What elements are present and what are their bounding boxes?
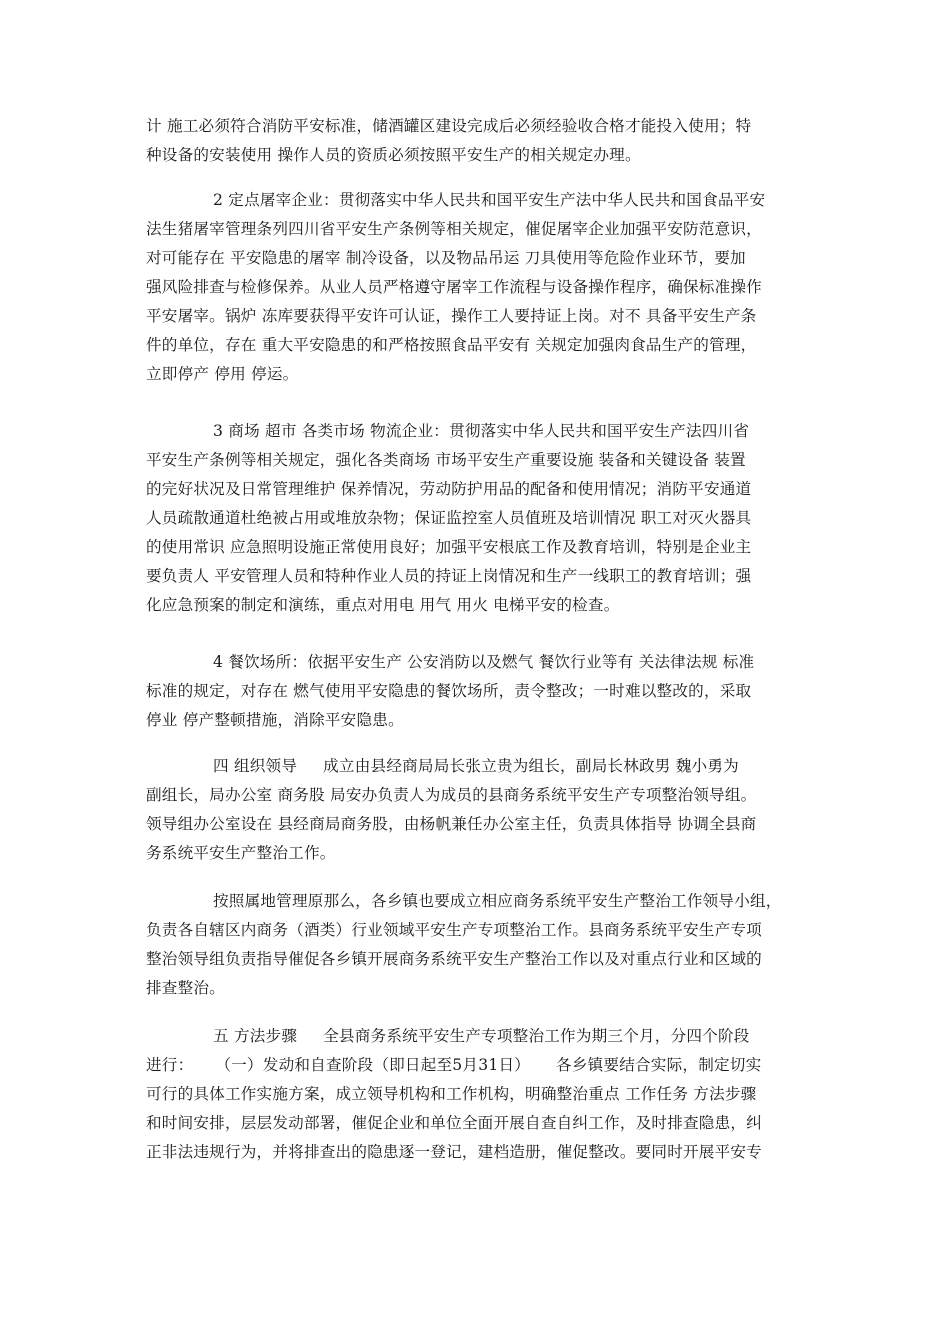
text-line: 3 商场 超市 各类市场 物流企业：贯彻落实中华人民共和国平安生产法四川省 bbox=[213, 422, 750, 440]
text-line: 负责各自辖区内商务（酒类）行业领域平安生产专项整治工作。县商务系统平安生产专项 bbox=[146, 921, 762, 939]
text-line: 人员疏散通道杜绝被占用或堆放杂物；保证监控室人员值班及培训情况 职工对灭火器具 bbox=[146, 509, 752, 527]
text-line: 件的单位，存在 重大平安隐患的和严格按照食品平安有 关规定加强肉食品生产的管理， bbox=[146, 336, 757, 354]
text-line: 化应急预案的制定和演练，重点对用电 用气 用火 电梯平安的检查。 bbox=[146, 596, 620, 614]
text-line: 整治领导组负责指导催促各乡镇开展商务系统平安生产整治工作以及对重点行业和区域的 bbox=[146, 950, 762, 968]
text-line: 按照属地管理原那么，各乡镇也要成立相应商务系统平安生产整治工作领导小组， bbox=[213, 892, 782, 910]
text-line: 种设备的安装使用 操作人员的资质必须按照平安生产的相关规定办理。 bbox=[146, 146, 641, 164]
paragraph-territorial-management bbox=[146, 887, 810, 1003]
text-line bbox=[146, 1051, 810, 1080]
text-line bbox=[146, 1022, 810, 1051]
text-line: 计 施工必须符合消防平安标准，储酒罐区建设完成后必须经验收合格才能投入使用；特 bbox=[146, 117, 752, 135]
text-run: 全县商务系统平安生产专项整治工作为期三个月，分四个阶段 bbox=[323, 1027, 750, 1045]
text-line: 4 餐饮场所：依据平安生产 公安消防以及燃气 餐饮行业等有 关法律法规 标准 bbox=[213, 653, 755, 671]
text-line: 的完好状况及日常管理维护 保养情况，劳动防护用品的配备和使用情况；消防平安通道 bbox=[146, 480, 752, 498]
text-line: 正非法违规行为，并将排查出的隐患逐一登记，建档造册，催促整改。要同时开展平安专 bbox=[146, 1143, 762, 1161]
paragraph-slaughter-enterprise bbox=[146, 186, 810, 389]
text-line: 停业 停产整顿措施，消除平安隐患。 bbox=[146, 711, 404, 729]
text-line: 副组长，局办公室 商务股 局安办负责人为成员的县商务系统平安生产专项整治领导组。 bbox=[146, 786, 757, 804]
text-line: 标准的规定，对存在 燃气使用平安隐患的餐饮场所，责令整改；一时难以整改的，采取 bbox=[146, 682, 752, 700]
paragraph-organization bbox=[146, 752, 810, 868]
text-line: 和时间安排，层层发动部署，催促企业和单位全面开展自查自纠工作，及时排查隐患，纠 bbox=[146, 1114, 762, 1132]
section-heading: 四 组织领导 bbox=[213, 757, 298, 775]
text-line: 法生猪屠宰管理条列四川省平安生产条例等相关规定，催促屠宰企业加强平安防范意识， bbox=[146, 220, 762, 238]
text-line: 2 定点屠宰企业：贯彻落实中华人民共和国平安生产法中华人民共和国食品平安 bbox=[213, 191, 766, 209]
text-line: 强风险排查与检修保养。从业人员严格遵守屠宰工作流程与设备操作程序，确保标准操作 bbox=[146, 278, 762, 296]
text-line: 领导组办公室设在 县经商局商务股，由杨帆兼任办公室主任，负责具体指导 协调全县商 bbox=[146, 815, 757, 833]
text-line: 对可能存在 平安隐患的屠宰 制冷设备，以及物品吊运 刀具使用等危险作业环节，要加 bbox=[146, 249, 746, 267]
paragraph-markets-logistics bbox=[146, 417, 810, 620]
paragraph-fire-safety-continued bbox=[146, 112, 810, 170]
text-line: 平安屠宰。锅炉 冻库要获得平安许可认证，操作工人要持证上岗。对不 具备平安生产条 bbox=[146, 307, 757, 325]
phase-heading: （一）发动和自查阶段（即日起至5月31日） bbox=[215, 1056, 531, 1074]
text-run: 成立由县经商局局长张立贵为组长，副局长林政男 魏小勇为 bbox=[323, 757, 739, 775]
text-run: 各乡镇要结合实际，制定切实 bbox=[556, 1056, 762, 1074]
text-line: 务系统平安生产整治工作。 bbox=[146, 844, 336, 862]
paragraph-catering bbox=[146, 648, 810, 735]
section-heading: 五 方法步骤 bbox=[213, 1027, 298, 1045]
text-line: 的使用常识 应急照明设施正常使用良好；加强平安根底工作及教育培训，特别是企业主 bbox=[146, 538, 752, 556]
text-line: 排查整治。 bbox=[146, 979, 225, 997]
text-line: 平安生产条例等相关规定，强化各类商场 市场平安生产重要设施 装备和关键设备 装置 bbox=[146, 451, 746, 469]
text-line: 要负责人 平安管理人员和特种作业人员的持证上岗情况和生产一线职工的教育培训；强 bbox=[146, 567, 752, 585]
text-run: 进行： bbox=[146, 1056, 194, 1074]
text-line bbox=[146, 752, 810, 781]
text-line: 可行的具体工作实施方案，成立领导机构和工作机构，明确整治重点 工作任务 方法步骤 bbox=[146, 1085, 757, 1103]
paragraph-method-steps bbox=[146, 1022, 810, 1167]
text-line: 立即停产 停用 停运。 bbox=[146, 365, 299, 383]
